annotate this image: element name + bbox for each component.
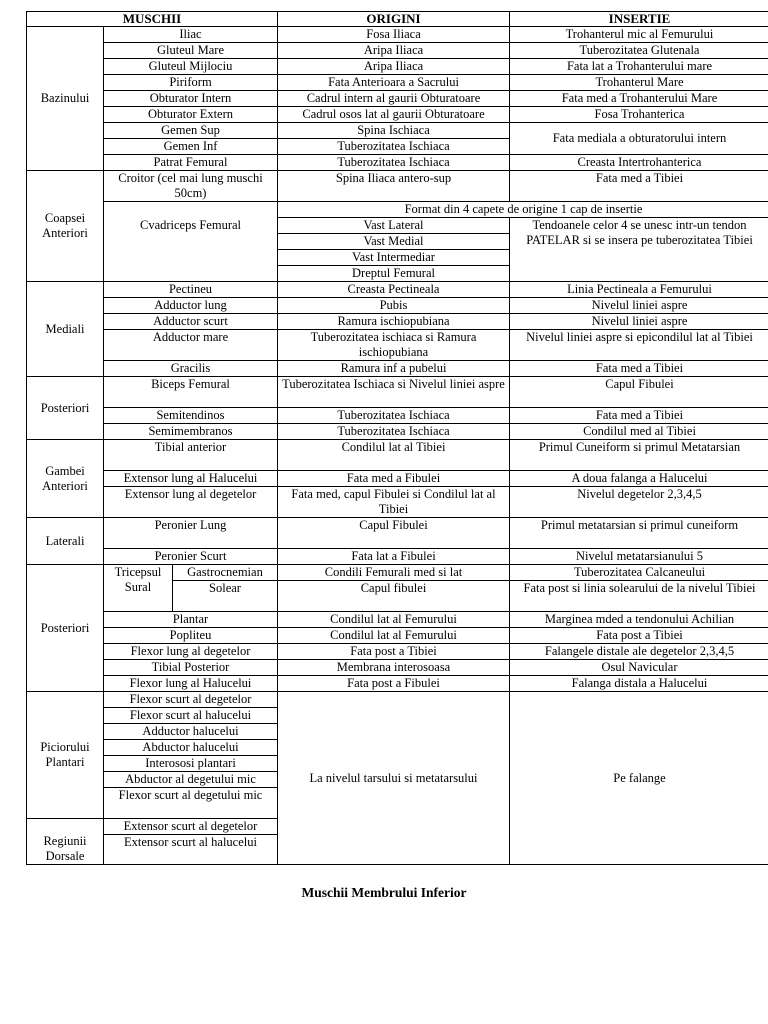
insertion-cell: Fata med a Tibiei bbox=[510, 171, 768, 202]
table-row bbox=[27, 107, 768, 123]
insertion-cell: Tuberozitatea Glutenala bbox=[510, 43, 768, 59]
table-row bbox=[27, 487, 768, 518]
muscle-name: Popliteu bbox=[104, 628, 278, 644]
muscle-name: Cvadriceps Femural bbox=[104, 202, 278, 282]
insertion-cell: Capul Fibulei bbox=[510, 377, 768, 408]
table-row bbox=[27, 408, 768, 424]
table-row bbox=[27, 171, 768, 202]
origin-cell: Condilul lat al Tibiei bbox=[278, 440, 510, 471]
origin-cell: Tuberozitatea Ischiaca bbox=[278, 408, 510, 424]
muscle-name: Extensor lung al degetelor bbox=[104, 487, 278, 518]
muscle-name: Obturator Intern bbox=[104, 91, 278, 107]
table-row bbox=[27, 43, 768, 59]
insertion-cell: Fata lat a Trohanterului mare bbox=[510, 59, 768, 75]
header-insertie: INSERTIE bbox=[510, 12, 768, 27]
table-row bbox=[27, 202, 768, 218]
muscle-name: Tibial Posterior bbox=[104, 660, 278, 676]
muscle-name: Flexor lung al Halucelui bbox=[104, 676, 278, 692]
group-coapsei-anteriori: Coapsei Anteriori bbox=[27, 171, 104, 282]
muscle-name: Solear bbox=[173, 581, 278, 612]
table-row bbox=[27, 298, 768, 314]
header-muschii: MUSCHII bbox=[27, 12, 278, 27]
origin-cell: Aripa Iliaca bbox=[278, 59, 510, 75]
table-row bbox=[27, 282, 768, 298]
origin-cell: Fata Anterioara a Sacrului bbox=[278, 75, 510, 91]
insertion-cell: Tendoanele celor 4 se unesc intr-un tendon PATELAR si se insera pe tuberozitatea Tibiei bbox=[510, 218, 768, 282]
table-row bbox=[27, 676, 768, 692]
group-piciorului-plantari: Piciorului Plantari bbox=[27, 692, 104, 819]
origin-cell: Tuberozitatea ischiaca si Ramura ischiopubiana bbox=[278, 330, 510, 361]
group-regiunii-dorsale: Regiunii Dorsale bbox=[27, 819, 104, 865]
insertion-cell: Falangele distale ale degetelor 2,3,4,5 bbox=[510, 644, 768, 660]
table-row bbox=[27, 361, 768, 377]
muscles-table bbox=[26, 11, 768, 865]
muscle-name: Flexor scurt al halucelui bbox=[104, 708, 278, 724]
muscle-name: Pectineu bbox=[104, 282, 278, 298]
origin-cell: Capul Fibulei bbox=[278, 518, 510, 549]
muscle-name: Interososi plantari bbox=[104, 756, 278, 772]
insertion-cell: Tuberozitatea Calcaneului bbox=[510, 565, 768, 581]
origin-cell: Fata med a Fibulei bbox=[278, 471, 510, 487]
group-bazinului: Bazinului bbox=[27, 27, 104, 171]
origin-cell: Fata med, capul Fibulei si Condilul lat al Tibiei bbox=[278, 487, 510, 518]
insertion-cell: Marginea mded a tendonului Achilian bbox=[510, 612, 768, 628]
table-row bbox=[27, 440, 768, 471]
insertion-cell: Trohanterul mic al Femurului bbox=[510, 27, 768, 43]
origin-cell: Membrana interosoasa bbox=[278, 660, 510, 676]
table-row bbox=[27, 91, 768, 107]
table-row bbox=[27, 377, 768, 408]
insertion-cell: A doua falanga a Halucelui bbox=[510, 471, 768, 487]
muscle-name: Plantar bbox=[104, 612, 278, 628]
group-mediali: Mediali bbox=[27, 282, 104, 377]
insertion-cell: Nivelul liniei aspre bbox=[510, 314, 768, 330]
origin-cell: Condilul lat al Femurului bbox=[278, 612, 510, 628]
table-row bbox=[27, 644, 768, 660]
table-row bbox=[27, 518, 768, 549]
muscle-name: Adductor halucelui bbox=[104, 724, 278, 740]
insertion-cell: Nivelul metatarsianului 5 bbox=[510, 549, 768, 565]
insertion-cell: Osul Navicular bbox=[510, 660, 768, 676]
insertion-cell: Nivelul degetelor 2,3,4,5 bbox=[510, 487, 768, 518]
insertion-cell: Fata med a Tibiei bbox=[510, 408, 768, 424]
table-row bbox=[27, 692, 768, 708]
table-row bbox=[27, 660, 768, 676]
insertion-cell: Creasta Intertrohanterica bbox=[510, 155, 768, 171]
insertion-cell: Fata med a Trohanterului Mare bbox=[510, 91, 768, 107]
insertion-cell: Trohanterul Mare bbox=[510, 75, 768, 91]
muscle-name: Gemen Sup bbox=[104, 123, 278, 139]
muscle-name: Biceps Femural bbox=[104, 377, 278, 408]
muscle-name: Extensor scurt al degetelor bbox=[104, 819, 278, 835]
origin-cell: Tuberozitatea Ischiaca bbox=[278, 155, 510, 171]
quadriceps-head: Vast Intermediar bbox=[278, 250, 510, 266]
insertion-cell: Linia Pectineala a Femurului bbox=[510, 282, 768, 298]
muscle-name: Extensor lung al Halucelui bbox=[104, 471, 278, 487]
foot-insertion-cell: Pe falange bbox=[510, 692, 768, 865]
insertion-cell: Falanga distala a Halucelui bbox=[510, 676, 768, 692]
muscle-name: Abductor al degetului mic bbox=[104, 772, 278, 788]
insertion-cell: Nivelul liniei aspre si epicondilul lat al Tibiei bbox=[510, 330, 768, 361]
insertion-cell: Primul Cuneiform si primul Metatarsian bbox=[510, 440, 768, 471]
muscle-name: Tibial anterior bbox=[104, 440, 278, 471]
table-caption: Muschii Membrului Inferior bbox=[301, 885, 467, 900]
table-row bbox=[27, 314, 768, 330]
origin-cell: Spina Ischiaca bbox=[278, 123, 510, 139]
muscle-name: Adductor mare bbox=[104, 330, 278, 361]
insertion-cell: Primul metatarsian si primul cuneiform bbox=[510, 518, 768, 549]
table-row bbox=[27, 549, 768, 565]
muscle-name: Piriform bbox=[104, 75, 278, 91]
muscle-name: Patrat Femural bbox=[104, 155, 278, 171]
muscle-name: Flexor lung al degetelor bbox=[104, 644, 278, 660]
table-row bbox=[27, 471, 768, 487]
muscle-name: Semimembranos bbox=[104, 424, 278, 440]
origin-cell: Ramura ischiopubiana bbox=[278, 314, 510, 330]
table-row bbox=[27, 628, 768, 644]
table-row bbox=[27, 612, 768, 628]
foot-origin-cell: La nivelul tarsului si metatarsului bbox=[278, 692, 510, 865]
origin-cell: Spina Iliaca antero-sup bbox=[278, 171, 510, 202]
muscle-name: Adductor scurt bbox=[104, 314, 278, 330]
origin-cell: Tuberozitatea Ischiaca bbox=[278, 139, 510, 155]
origin-cell: Fosa Iliaca bbox=[278, 27, 510, 43]
group-gambei-anteriori: Gambei Anteriori bbox=[27, 440, 104, 518]
table-row bbox=[27, 155, 768, 171]
insertion-cell: Fata med a Tibiei bbox=[510, 361, 768, 377]
muscle-name: Flexor scurt al degetului mic bbox=[104, 788, 278, 819]
table-row bbox=[27, 75, 768, 91]
muscle-name: Peronier Scurt bbox=[104, 549, 278, 565]
table-row bbox=[27, 565, 768, 581]
muscle-name: Gemen Inf bbox=[104, 139, 278, 155]
muscle-name: Gastrocnemian bbox=[173, 565, 278, 581]
origin-cell: Fata post a Fibulei bbox=[278, 676, 510, 692]
muscle-name: Semitendinos bbox=[104, 408, 278, 424]
group-posteriori-gamba: Posteriori bbox=[27, 565, 104, 692]
muscle-name: Peronier Lung bbox=[104, 518, 278, 549]
origin-cell: Capul fibulei bbox=[278, 581, 510, 612]
table-row bbox=[27, 123, 768, 139]
table-row bbox=[27, 59, 768, 75]
muscle-name: Iliac bbox=[104, 27, 278, 43]
muscle-name: Obturator Extern bbox=[104, 107, 278, 123]
insertion-cell: Nivelul liniei aspre bbox=[510, 298, 768, 314]
origin-cell: Fata post a Tibiei bbox=[278, 644, 510, 660]
insertion-cell: Fata post a Tibiei bbox=[510, 628, 768, 644]
origin-cell: Cadrul osos lat al gaurii Obturatoare bbox=[278, 107, 510, 123]
header-origini: ORIGINI bbox=[278, 12, 510, 27]
origin-cell: Cadrul intern al gaurii Obturatoare bbox=[278, 91, 510, 107]
quadriceps-note: Format din 4 capete de origine 1 cap de insertie bbox=[278, 202, 768, 218]
origin-cell: Condili Femurali med si lat bbox=[278, 565, 510, 581]
origin-cell: Ramura inf a pubelui bbox=[278, 361, 510, 377]
quadriceps-head: Vast Medial bbox=[278, 234, 510, 250]
insertion-cell: Fosa Trohanterica bbox=[510, 107, 768, 123]
table-row bbox=[27, 330, 768, 361]
muscle-name: Flexor scurt al degetelor bbox=[104, 692, 278, 708]
table-row bbox=[27, 27, 768, 43]
table-row bbox=[27, 424, 768, 440]
quadriceps-head: Vast Lateral bbox=[278, 218, 510, 234]
muscle-name: Gluteul Mare bbox=[104, 43, 278, 59]
origin-cell: Pubis bbox=[278, 298, 510, 314]
insertion-cell: Fata mediala a obturatorului intern bbox=[510, 123, 768, 155]
quadriceps-head: Dreptul Femural bbox=[278, 266, 510, 282]
muscle-name: Croitor (cel mai lung muschi 50cm) bbox=[104, 171, 278, 202]
origin-cell: Aripa Iliaca bbox=[278, 43, 510, 59]
muscle-name: Abductor halucelui bbox=[104, 740, 278, 756]
origin-cell: Creasta Pectineala bbox=[278, 282, 510, 298]
muscle-name: Adductor lung bbox=[104, 298, 278, 314]
muscle-name: Tricepsul Sural bbox=[104, 565, 173, 612]
origin-cell: Fata lat a Fibulei bbox=[278, 549, 510, 565]
insertion-cell: Condilul med al Tibiei bbox=[510, 424, 768, 440]
group-laterali: Laterali bbox=[27, 518, 104, 565]
insertion-cell: Fata post si linia solearului de la nivelul Tibiei bbox=[510, 581, 768, 612]
origin-cell: Tuberozitatea Ischiaca bbox=[278, 424, 510, 440]
muscle-name: Extensor scurt al halucelui bbox=[104, 835, 278, 865]
muscle-name: Gluteul Mijlociu bbox=[104, 59, 278, 75]
origin-cell: Condilul lat al Femurului bbox=[278, 628, 510, 644]
muscle-name: Gracilis bbox=[104, 361, 278, 377]
group-posteriori-coapsa: Posteriori bbox=[27, 377, 104, 440]
origin-cell: Tuberozitatea Ischiaca si Nivelul liniei aspre bbox=[278, 377, 510, 408]
table-header-row bbox=[27, 12, 768, 27]
